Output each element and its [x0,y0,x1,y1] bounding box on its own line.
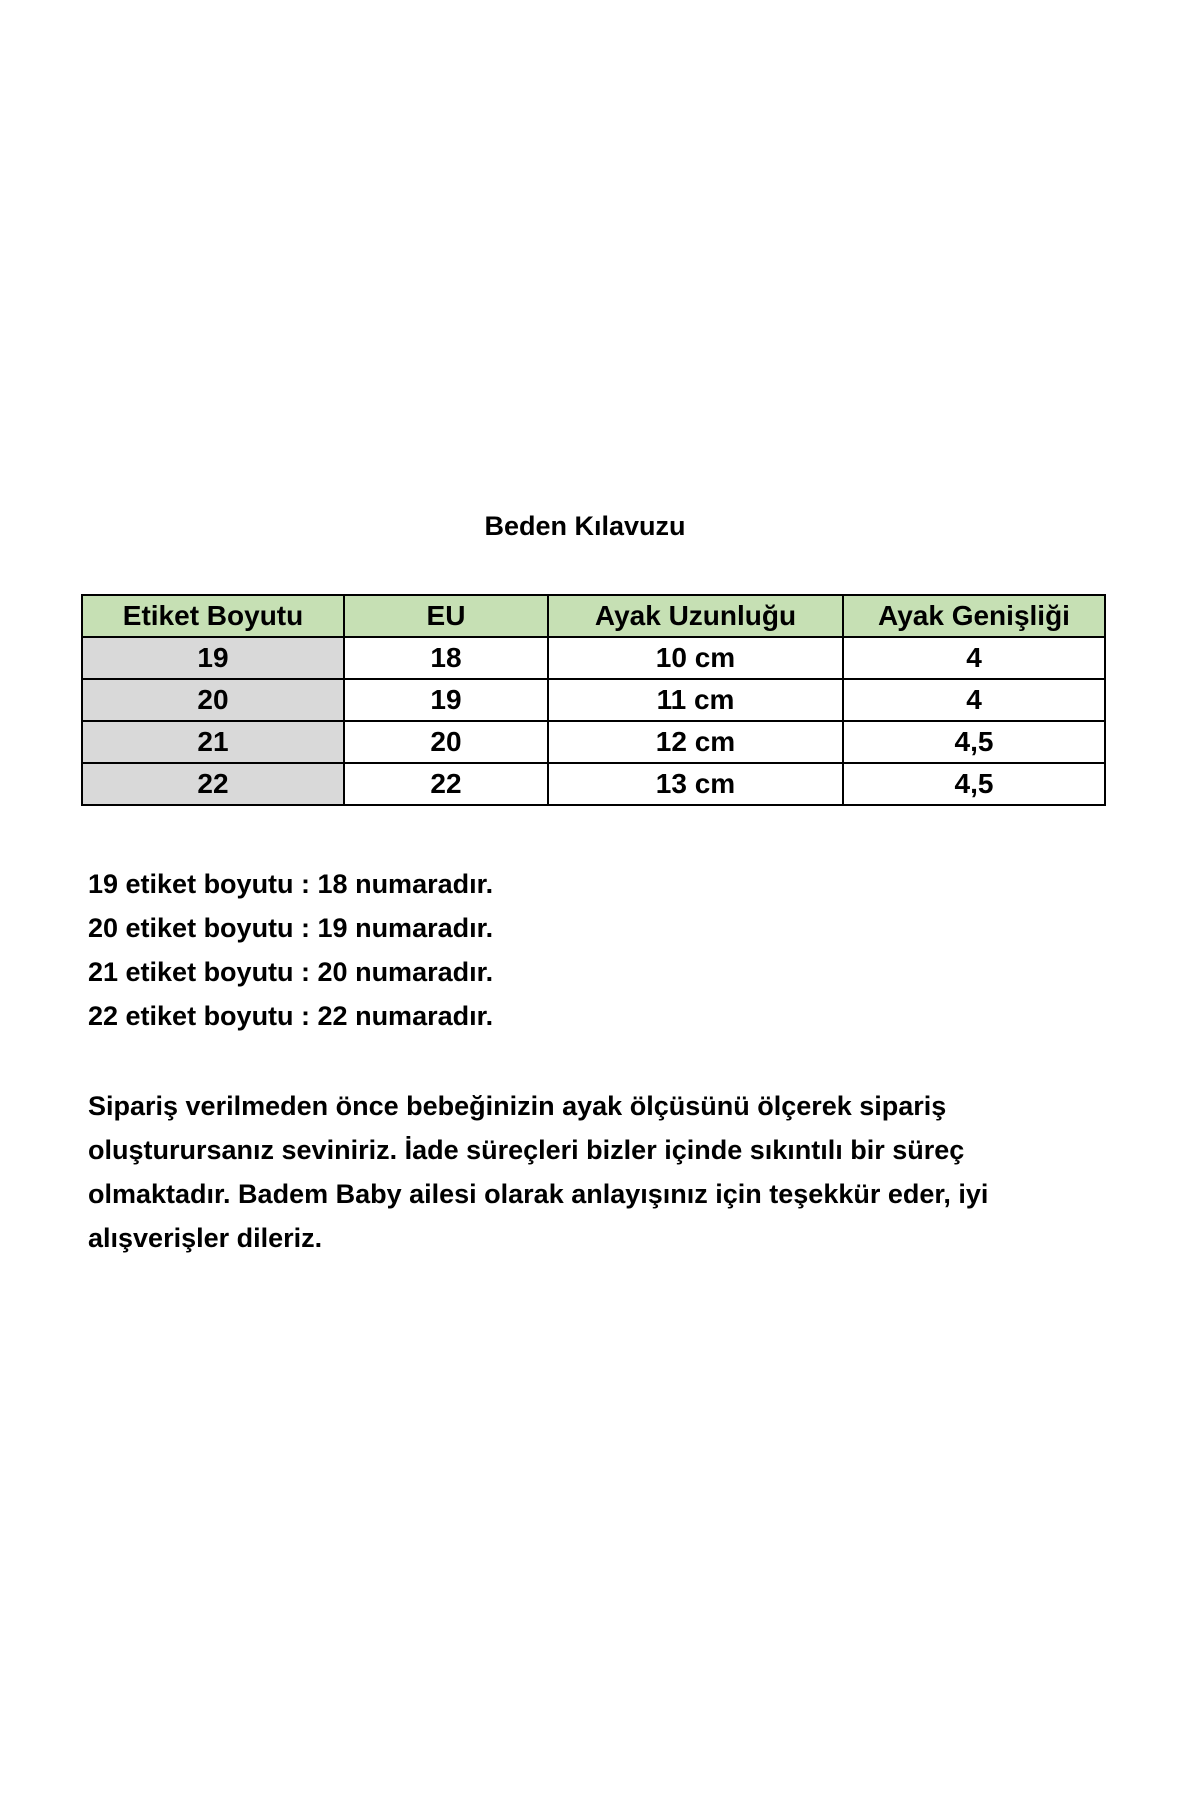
foot-width-cell: 4,5 [843,763,1105,805]
foot-width-cell: 4 [843,637,1105,679]
paragraph-line: alışverişler dileriz. [88,1223,323,1253]
page-title: Beden Kılavuzu [484,511,686,541]
foot-length-cell: 11 cm [548,679,843,721]
eu-size-cell: 19 [344,679,548,721]
foot-length-cell: 13 cm [548,763,843,805]
size-note-line: 19 etiket boyutu : 18 numaradır. [88,869,494,899]
foot-width-cell: 4,5 [843,721,1105,763]
header-foot-width: Ayak Genişliği [843,595,1105,637]
label-size-cell: 22 [82,763,344,805]
label-size-cell: 21 [82,721,344,763]
table-row [82,679,1105,721]
foot-length-cell: 10 cm [548,637,843,679]
table-row [82,637,1105,679]
label-size-cell: 19 [82,637,344,679]
size-notes [88,862,1128,1038]
header-label-size: Etiket Boyutu [82,595,344,637]
foot-length-cell: 12 cm [548,721,843,763]
size-chart-table [81,594,1106,806]
header-foot-length: Ayak Uzunluğu [548,595,843,637]
eu-size-cell: 22 [344,763,548,805]
table-header-row [82,595,1105,637]
table-row [82,721,1105,763]
paragraph-line: oluşturursanız seviniriz. İade süreçleri bizler içinde sıkıntılı bir süreç [88,1135,965,1165]
label-size-cell: 20 [82,679,344,721]
size-note-line: 21 etiket boyutu : 20 numaradır. [88,957,494,987]
order-advice-paragraph [88,1084,1118,1260]
paragraph-line: Sipariş verilmeden önce bebeğinizin ayak ölçüsünü ölçerek sipariş [88,1091,947,1121]
size-note-line: 22 etiket boyutu : 22 numaradır. [88,1001,494,1031]
size-note-line: 20 etiket boyutu : 19 numaradır. [88,913,494,943]
paragraph-line: olmaktadır. Badem Baby ailesi olarak anlayışınız için teşekkür eder, iyi [88,1179,989,1209]
foot-width-cell: 4 [843,679,1105,721]
eu-size-cell: 18 [344,637,548,679]
table-row [82,763,1105,805]
eu-size-cell: 20 [344,721,548,763]
header-eu-size: EU [344,595,548,637]
